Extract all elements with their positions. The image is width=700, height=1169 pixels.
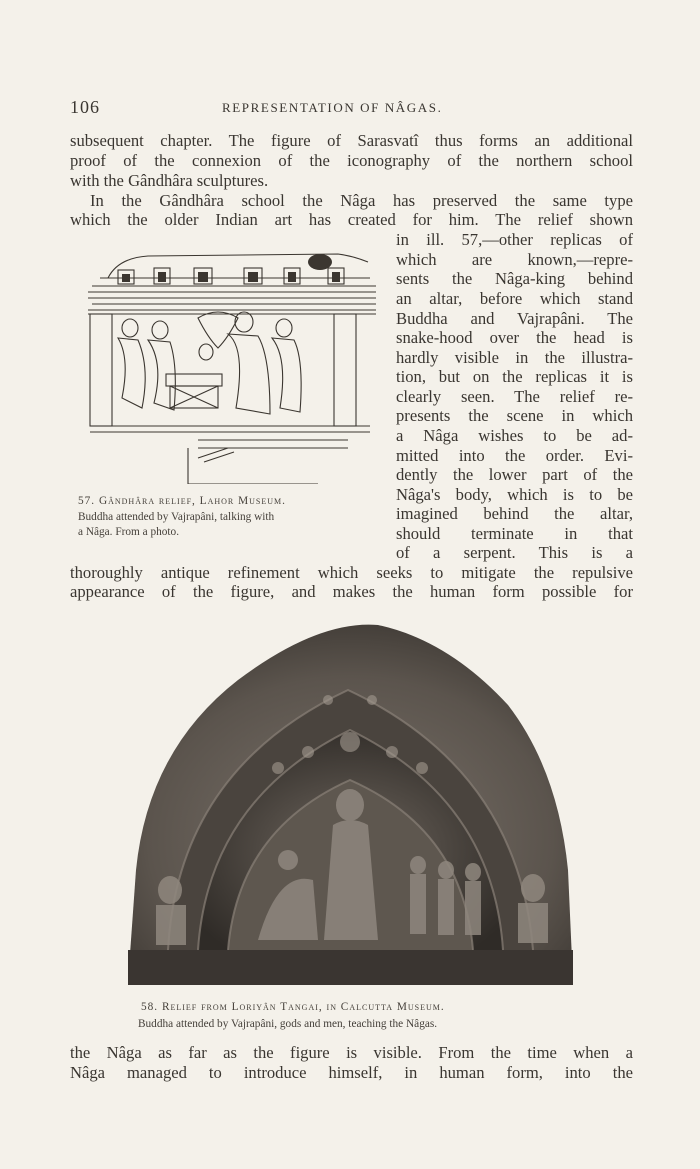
text-line: with the Gândhâra sculptures. [70,171,269,190]
text-line: sents the Nâga-king behind [396,269,633,288]
text-line: Nâga's body, which is to be [396,485,633,504]
text-line: a Nâga wishes to be ad- [396,426,633,445]
text-line: proof of the connexion of the iconography of the northern school [70,151,633,170]
text-line: subsequent chapter. The figure of Sarasvatî thus forms an additional [70,131,633,150]
text-line: which the older Indian art has created for him. The relief shown [70,210,633,229]
figure-58-caption-line: Buddha attended by Vajrapâni, gods and men, teaching the Nâgas. [138,1018,438,1030]
figure-57-drawing [78,248,378,484]
text-line: which are known,—repre- [396,250,633,269]
text-line: In the Gândhâra school the Nâga has preserved the same type [90,191,633,210]
text-line: clearly seen. The relief re- [396,387,633,406]
text-line: should terminate in that [396,524,633,543]
page-header [70,97,633,117]
figure-58-photo [128,620,573,985]
text-line: presents the scene in which [396,406,633,425]
text-line: thoroughly antique refinement which seeks to mitigate the repulsive [70,563,633,582]
text-line: of a serpent. This is a [396,543,633,562]
text-line: imagined behind the altar, [396,504,633,523]
figure-58-caption-title: 58. Relief from Loriyân Tangai, in Calcutta Museum. [141,1001,445,1013]
text-line: hardly visible in the illustra- [396,348,633,367]
running-head: REPRESENTATION OF NÂGAS. [222,100,443,115]
text-line: in ill. 57,—other replicas of [396,230,633,249]
text-line: Nâga managed to introduce himself, in human form, into the [70,1063,633,1082]
text-line: an altar, before which stand [396,289,633,308]
figure-57-caption-line: Buddha attended by Vajrapâni, talking with [78,511,275,523]
text-line: Buddha and Vajrapâni. The [396,309,633,328]
text-line: the Nâga as far as the figure is visible. From the time when a [70,1043,633,1062]
text-line: snake-hood over the head is [396,328,633,347]
page-number: 106 [70,97,100,117]
text-line: mitted into the order. Evi- [396,446,633,465]
text-line: appearance of the figure, and makes the human form possible for [70,582,633,601]
text-line: dently the lower part of the [396,465,633,484]
figure-57-caption-line: a Nâga. From a photo. [78,526,180,538]
text-line: tion, but on the replicas it is [396,367,633,386]
figure-57-caption-title: 57. Gândhâra relief, Lahor Museum. [78,495,286,507]
